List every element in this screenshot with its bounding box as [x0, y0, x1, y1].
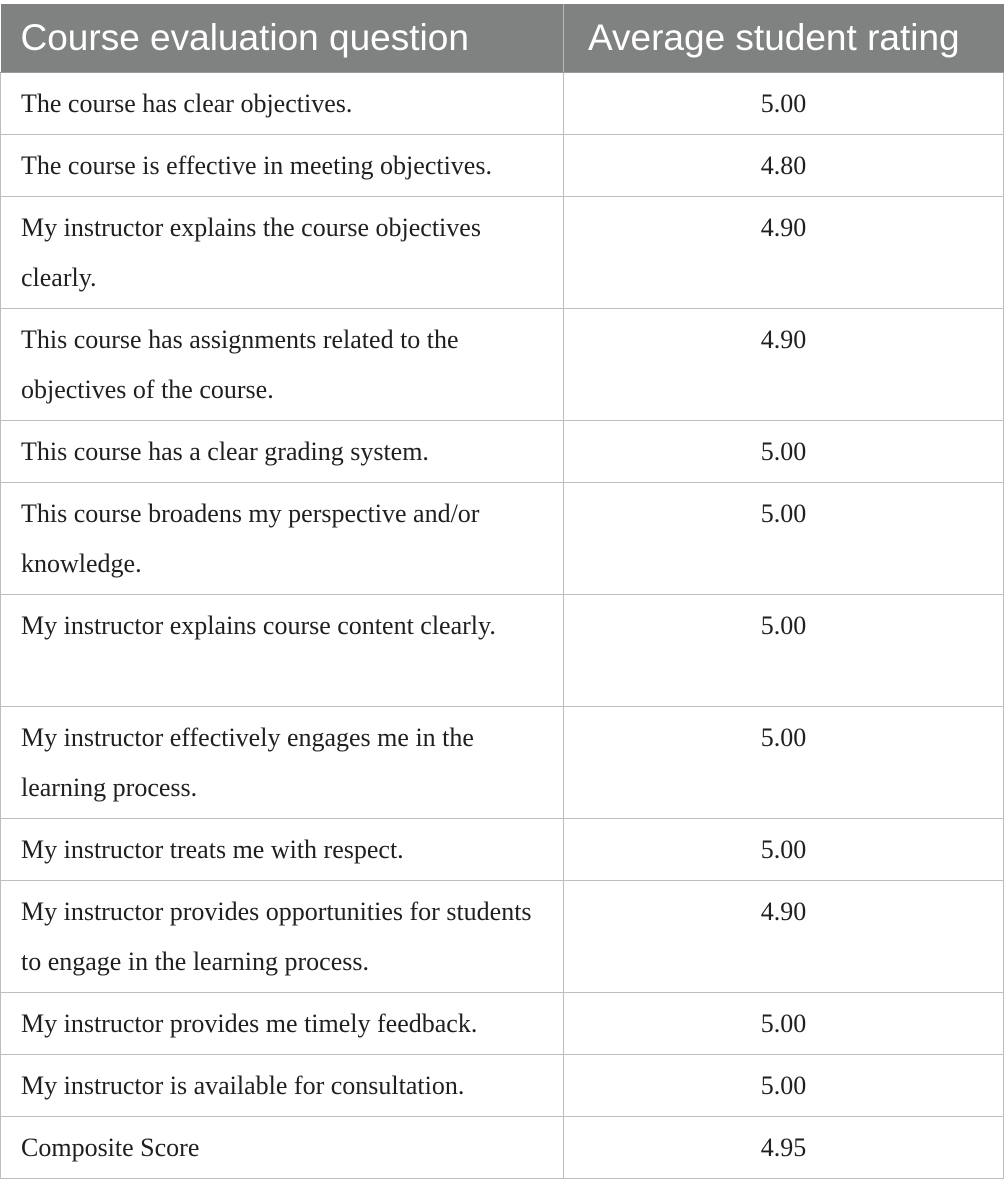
rating-cell: 5.00 [564, 73, 1004, 135]
rating-cell: 5.00 [564, 421, 1004, 483]
table-row [1, 309, 1004, 421]
rating-cell: 5.00 [564, 819, 1004, 881]
table-row [1, 881, 1004, 993]
question-cell: The course has clear objectives. [1, 73, 564, 135]
table-row [1, 993, 1004, 1055]
table-row [1, 421, 1004, 483]
rating-cell: 4.90 [564, 197, 1004, 309]
rating-cell: 4.90 [564, 309, 1004, 421]
rating-cell: 5.00 [564, 707, 1004, 819]
question-cell: My instructor provides opportunities for students to engage in the learning process. [1, 881, 564, 993]
rating-cell: 4.80 [564, 135, 1004, 197]
question-cell: This course has a clear grading system. [1, 421, 564, 483]
header-rating: Average student rating [564, 4, 1004, 73]
composite-score-label: Composite Score [1, 1117, 564, 1179]
table-row [1, 1055, 1004, 1117]
question-cell: My instructor explains course content clearly. [1, 595, 564, 707]
table-header [1, 4, 1004, 73]
table-row [1, 819, 1004, 881]
header-question: Course evaluation question [1, 4, 564, 73]
table-row [1, 483, 1004, 595]
table-row [1, 135, 1004, 197]
question-cell: The course is effective in meeting objectives. [1, 135, 564, 197]
question-cell: My instructor explains the course objectives clearly. [1, 197, 564, 309]
question-cell: My instructor treats me with respect. [1, 819, 564, 881]
question-cell: My instructor provides me timely feedback. [1, 993, 564, 1055]
header-row [1, 4, 1004, 73]
rating-cell: 5.00 [564, 483, 1004, 595]
rating-cell: 5.00 [564, 1055, 1004, 1117]
table-row [1, 197, 1004, 309]
rating-cell: 5.00 [564, 595, 1004, 707]
composite-score-row [1, 1117, 1004, 1179]
table-row [1, 595, 1004, 707]
course-evaluation-table [0, 4, 1004, 1179]
table-row [1, 707, 1004, 819]
question-cell: This course has assignments related to the objectives of the course. [1, 309, 564, 421]
table-row [1, 73, 1004, 135]
composite-score-value: 4.95 [564, 1117, 1004, 1179]
question-cell: This course broadens my perspective and/or knowledge. [1, 483, 564, 595]
table-body [1, 73, 1004, 1179]
question-cell: My instructor is available for consultation. [1, 1055, 564, 1117]
rating-cell: 5.00 [564, 993, 1004, 1055]
rating-cell: 4.90 [564, 881, 1004, 993]
question-cell: My instructor effectively engages me in the learning process. [1, 707, 564, 819]
